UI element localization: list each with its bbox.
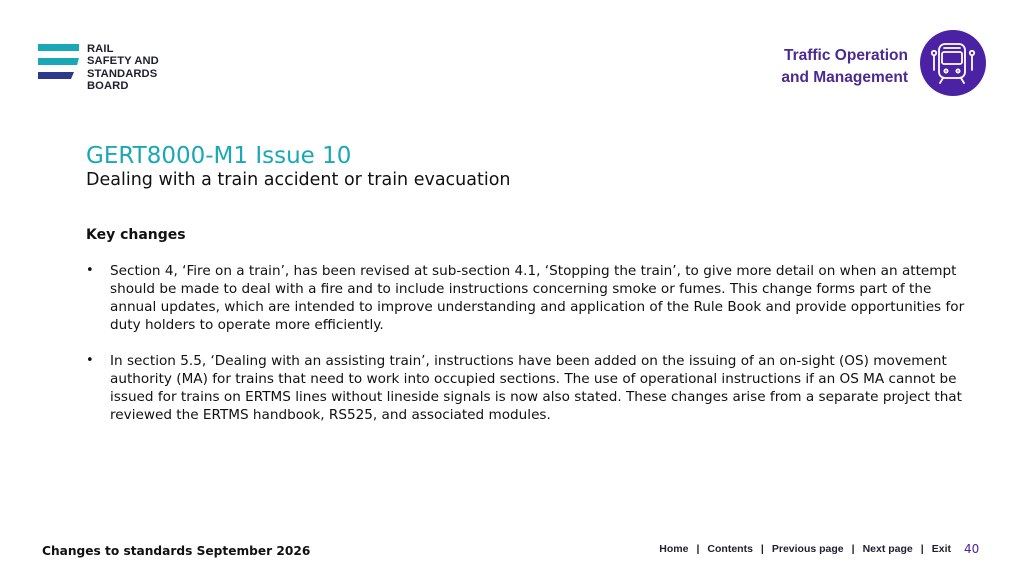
section-label-line: Traffic Operation (783, 47, 908, 64)
bullet-marker: • (86, 263, 94, 278)
footer-navigation (659, 543, 951, 555)
train-front-icon (920, 30, 986, 96)
nav-separator: | (696, 543, 700, 555)
key-changes-list (86, 262, 966, 442)
section-label-line: and Management (781, 69, 908, 86)
section-label (781, 45, 908, 89)
nav-contents-link[interactable]: Contents (707, 543, 753, 555)
page-number: 40 (964, 542, 980, 556)
document-title: GERT8000-M1 Issue 10 (86, 143, 352, 169)
nav-separator: | (851, 543, 855, 555)
bullet-marker: • (86, 353, 94, 368)
nav-previous-page-link[interactable]: Previous page (771, 543, 844, 555)
logo-wordmark (87, 43, 159, 93)
rssb-logo-mark (38, 43, 80, 83)
logo-line: BOARD (87, 80, 129, 93)
document-subtitle: Dealing with a train accident or train evacuation (86, 170, 511, 190)
nav-separator: | (920, 543, 924, 555)
publication-label: Changes to standards September 2026 (42, 544, 311, 558)
logo-line: SAFETY AND (87, 55, 159, 68)
key-changes-heading: Key changes (86, 227, 186, 243)
nav-separator: | (760, 543, 764, 555)
rssb-logo (38, 43, 159, 93)
nav-next-page-link[interactable]: Next page (862, 543, 913, 555)
logo-line: STANDARDS (87, 67, 158, 80)
logo-line: RAIL (87, 43, 114, 55)
bullet-text: In section 5.5, ‘Dealing with an assisting train’, instructions have been added on the issuing of an on-sight (OS) movement authority (MA) for trains that need to work into occupied sections. The use of operational instructions if an OS MA cannot be issued for trains on ERTMS lines without lineside signals is now also stated. These changes arise from a separate project that reviewed the ERTMS handbook, RS525, and associated modules. (110, 353, 962, 423)
list-item (86, 352, 966, 424)
nav-exit-link[interactable]: Exit (931, 543, 951, 555)
list-item (86, 262, 966, 334)
bullet-text: Section 4, ‘Fire on a train’, has been revised at sub-section 4.1, ‘Stopping the train’, to give more detail on when an attempt should be made to deal with a fire and to include instructions concerning smoke or fumes. This change forms part of the annual updates, which are intended to improve understanding and application of the Rule Book and provide opportunities for duty holders to operate more efficiently. (110, 263, 965, 333)
nav-home-link[interactable]: Home (659, 543, 689, 555)
